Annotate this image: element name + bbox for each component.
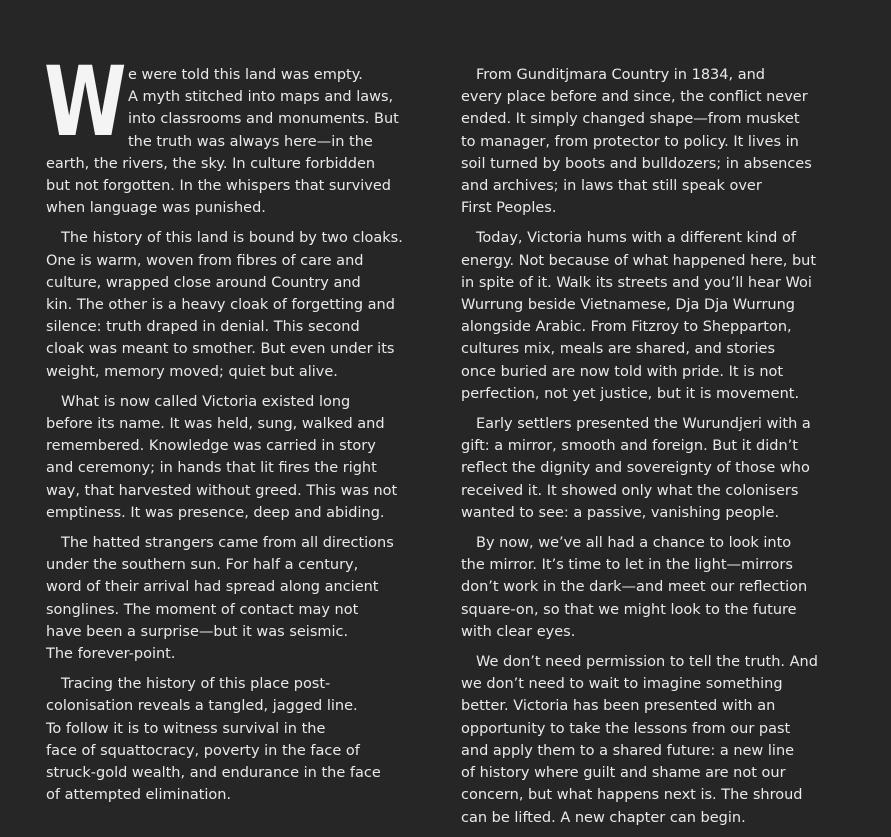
text-line: we don’t need to wait to imagine something <box>461 676 783 693</box>
paragraph <box>461 64 851 219</box>
paragraph <box>46 673 438 806</box>
text-line: way, that harvested without greed. This was not <box>46 482 398 499</box>
text-line: once buried are now told with pride. It is not <box>461 363 784 380</box>
text-line: cultures mix, meals are shared, and stories <box>461 341 776 358</box>
text-line: gift: a mirror, smooth and foreign. But it didn’t <box>461 438 798 455</box>
text-line: square-on, so that we might look to the future <box>461 601 797 618</box>
text-line: energy. Not because of what happened here, but <box>461 252 817 269</box>
text-line: of history where guilt and shame are not our <box>461 765 786 782</box>
text-line: the truth was always here—in the <box>128 133 373 150</box>
text-line: to manager, from protector to policy. It lives in <box>461 133 799 150</box>
text-line: under the southern sun. For half a century, <box>46 557 359 574</box>
text-line: e were told this land was empty. <box>128 67 363 83</box>
paragraph <box>461 227 851 405</box>
text-line: but not forgotten. In the whispers that survived <box>46 178 391 195</box>
text-line: silence: truth draped in denial. This second <box>46 319 360 336</box>
left-column <box>44 46 438 815</box>
paragraph <box>461 413 851 524</box>
text-line: colonisation reveals a tangled, jagged line. <box>46 698 358 715</box>
text-line: of attempted elimination. <box>46 787 232 804</box>
text-line: and ceremony; in hands that lit fires the right <box>46 460 377 477</box>
paragraph <box>44 46 438 219</box>
text-line: ended. It simply changed shape—from musket <box>461 111 800 128</box>
text-line: and apply them to a shared future: a new line <box>461 742 795 759</box>
paragraph <box>46 227 438 382</box>
paragraph <box>46 391 438 524</box>
text-line: One is warm, woven from fibres of care and <box>46 252 364 269</box>
paragraph <box>461 651 851 829</box>
text-line: can be lifted. A new chapter can begin. <box>461 809 746 826</box>
text-line: The history of this land is bound by two cloaks. <box>61 230 403 247</box>
text-line: From Gunditjmara Country in 1834, and <box>476 67 766 83</box>
text-line: every place before and since, the conflict never <box>461 89 808 106</box>
text-line: Tracing the history of this place post- <box>61 676 331 693</box>
paragraph <box>46 532 438 665</box>
text-line: We don’t need permission to tell the truth. And <box>476 654 818 671</box>
text-line: with clear eyes. <box>461 623 576 640</box>
text-line: weight, memory moved; quiet but alive. <box>46 363 338 380</box>
text-line: songlines. The moment of contact may not <box>46 601 359 618</box>
text-line: into classrooms and monuments. But <box>128 111 399 128</box>
text-line: soil turned by boots and bulldozers; in absences <box>461 155 812 172</box>
text-line: before its name. It was held, sung, walked and <box>46 416 385 433</box>
text-line: word of their arrival had spread along ancient <box>46 579 379 596</box>
text-line: opportunity to take the lessons from our past <box>461 720 791 737</box>
text-line: earth, the rivers, the sky. In culture forbidden <box>46 155 376 172</box>
text-line: The forever-point. <box>46 646 176 663</box>
text-line: concern, but what happens next is. The shroud <box>461 787 803 804</box>
text-line: the mirror. It’s time to let in the light—mirrors <box>461 557 793 574</box>
text-line: Early settlers presented the Wurundjeri with a <box>476 416 811 433</box>
right-column <box>461 64 851 837</box>
text-line: Today, Victoria hums with a different kind of <box>476 230 796 247</box>
text-line: don’t work in the dark—and meet our reflection <box>461 579 808 596</box>
text-line: when language was punished. <box>46 200 266 217</box>
text-line: What is now called Victoria existed long <box>61 393 351 410</box>
text-line: struck-gold wealth, and endurance in the face <box>46 765 381 782</box>
text-line: and archives; in laws that still speak over <box>461 178 762 195</box>
text-line: perfection, not yet justice, but it is movement. <box>461 385 800 402</box>
text-line: By now, we’ve all had a chance to look into <box>476 535 792 552</box>
drop-cap <box>44 46 124 158</box>
text-line: The hatted strangers came from all directions <box>61 535 394 552</box>
text-line: alongside Arabic. From Fitzroy to Shepparton, <box>461 319 792 336</box>
text-line: culture, wrapped close around Country and <box>46 274 361 291</box>
text-line: better. Victoria has been presented with an <box>461 698 776 715</box>
text-line: First Peoples. <box>461 200 557 217</box>
text-line: To follow it is to witness survival in the <box>46 720 326 737</box>
text-line: Wurrung beside Vietnamese, Dja Dja Wurrung <box>461 297 796 314</box>
text-line: received it. It showed only what the colonisers <box>461 482 799 499</box>
text-line: cloak was meant to smother. But even under its <box>46 341 395 358</box>
text-line: A myth stitched into maps and laws, <box>128 89 394 106</box>
text-line: reflect the dignity and sovereignty of those who <box>461 460 810 477</box>
text-line: face of squattocracy, poverty in the face of <box>46 742 360 759</box>
text-line: remembered. Knowledge was carried in story <box>46 438 376 455</box>
paragraph <box>461 532 851 643</box>
text-line: in spite of it. Walk its streets and you’ll hear Woi <box>461 274 812 291</box>
text-line: wanted to see: a passive, vanishing people. <box>461 504 780 521</box>
text-line: emptiness. It was presence, deep and abiding. <box>46 504 385 521</box>
text-line: kin. The other is a heavy cloak of forgetting and <box>46 297 395 314</box>
drop-cap-letter: W <box>44 46 124 158</box>
text-line: have been a surprise—but it was seismic. <box>46 623 349 640</box>
